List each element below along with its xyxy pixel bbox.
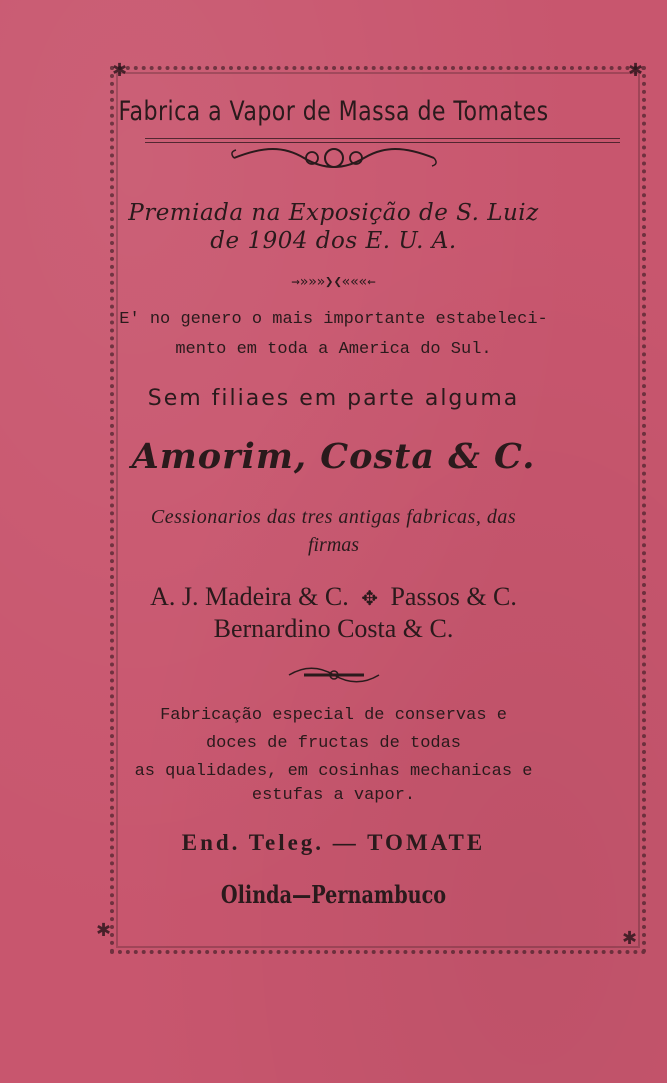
award-line-1: Premiada na Exposição de S. Luiz (128, 200, 539, 226)
former-firms-line-1 (0, 582, 667, 612)
page-title: Fabrica a Vapor de Massa de Tomates (118, 96, 549, 127)
products-line-2: doces de fructas de todas (205, 734, 462, 753)
former-firm-first: A. J. Madeira & C. (150, 582, 349, 611)
flourish-icon (0, 664, 667, 690)
corner-ornament-icon: ✱ (96, 920, 112, 941)
no-branches-text: Sem filiaes em parte alguma (147, 386, 520, 411)
former-firm-second: Passos & C. (390, 582, 517, 611)
cessionaries-line-1: Cessionarios das tres antigas fabricas, das (150, 506, 517, 528)
former-firm-third: Bernardino Costa & C. (213, 614, 454, 643)
corner-ornament-icon: ✱ (628, 60, 644, 81)
scroll-ornament-icon (0, 142, 667, 179)
cross-ornament-icon: ✥ (361, 588, 378, 610)
corner-ornament-icon: ✱ (622, 928, 638, 949)
intro-line-2: mento em toda a America do Sul. (175, 340, 492, 359)
telegraph-address: End. Teleg. — TOMATE (181, 830, 486, 855)
cessionaries-line-2: firmas (307, 534, 360, 556)
products-line-1: Fabricação especial de conservas e (160, 706, 507, 725)
arrow-divider-icon: →»»»❯❮«««← (291, 274, 376, 290)
intro-line-1: E' no genero o mais importante estabeleci- (119, 310, 548, 329)
products-line-3: as qualidades, em cosinhas mechanicas e (134, 762, 533, 781)
title-rule (145, 138, 620, 139)
award-line-2: de 1904 dos E. U. A. (210, 228, 457, 254)
location: Olinda—Pernambuco (220, 880, 447, 909)
products-line-4: estufas a vapor. (251, 786, 416, 805)
firm-name: Amorim, Costa & C. (131, 436, 536, 477)
corner-ornament-icon: ✱ (112, 60, 128, 81)
